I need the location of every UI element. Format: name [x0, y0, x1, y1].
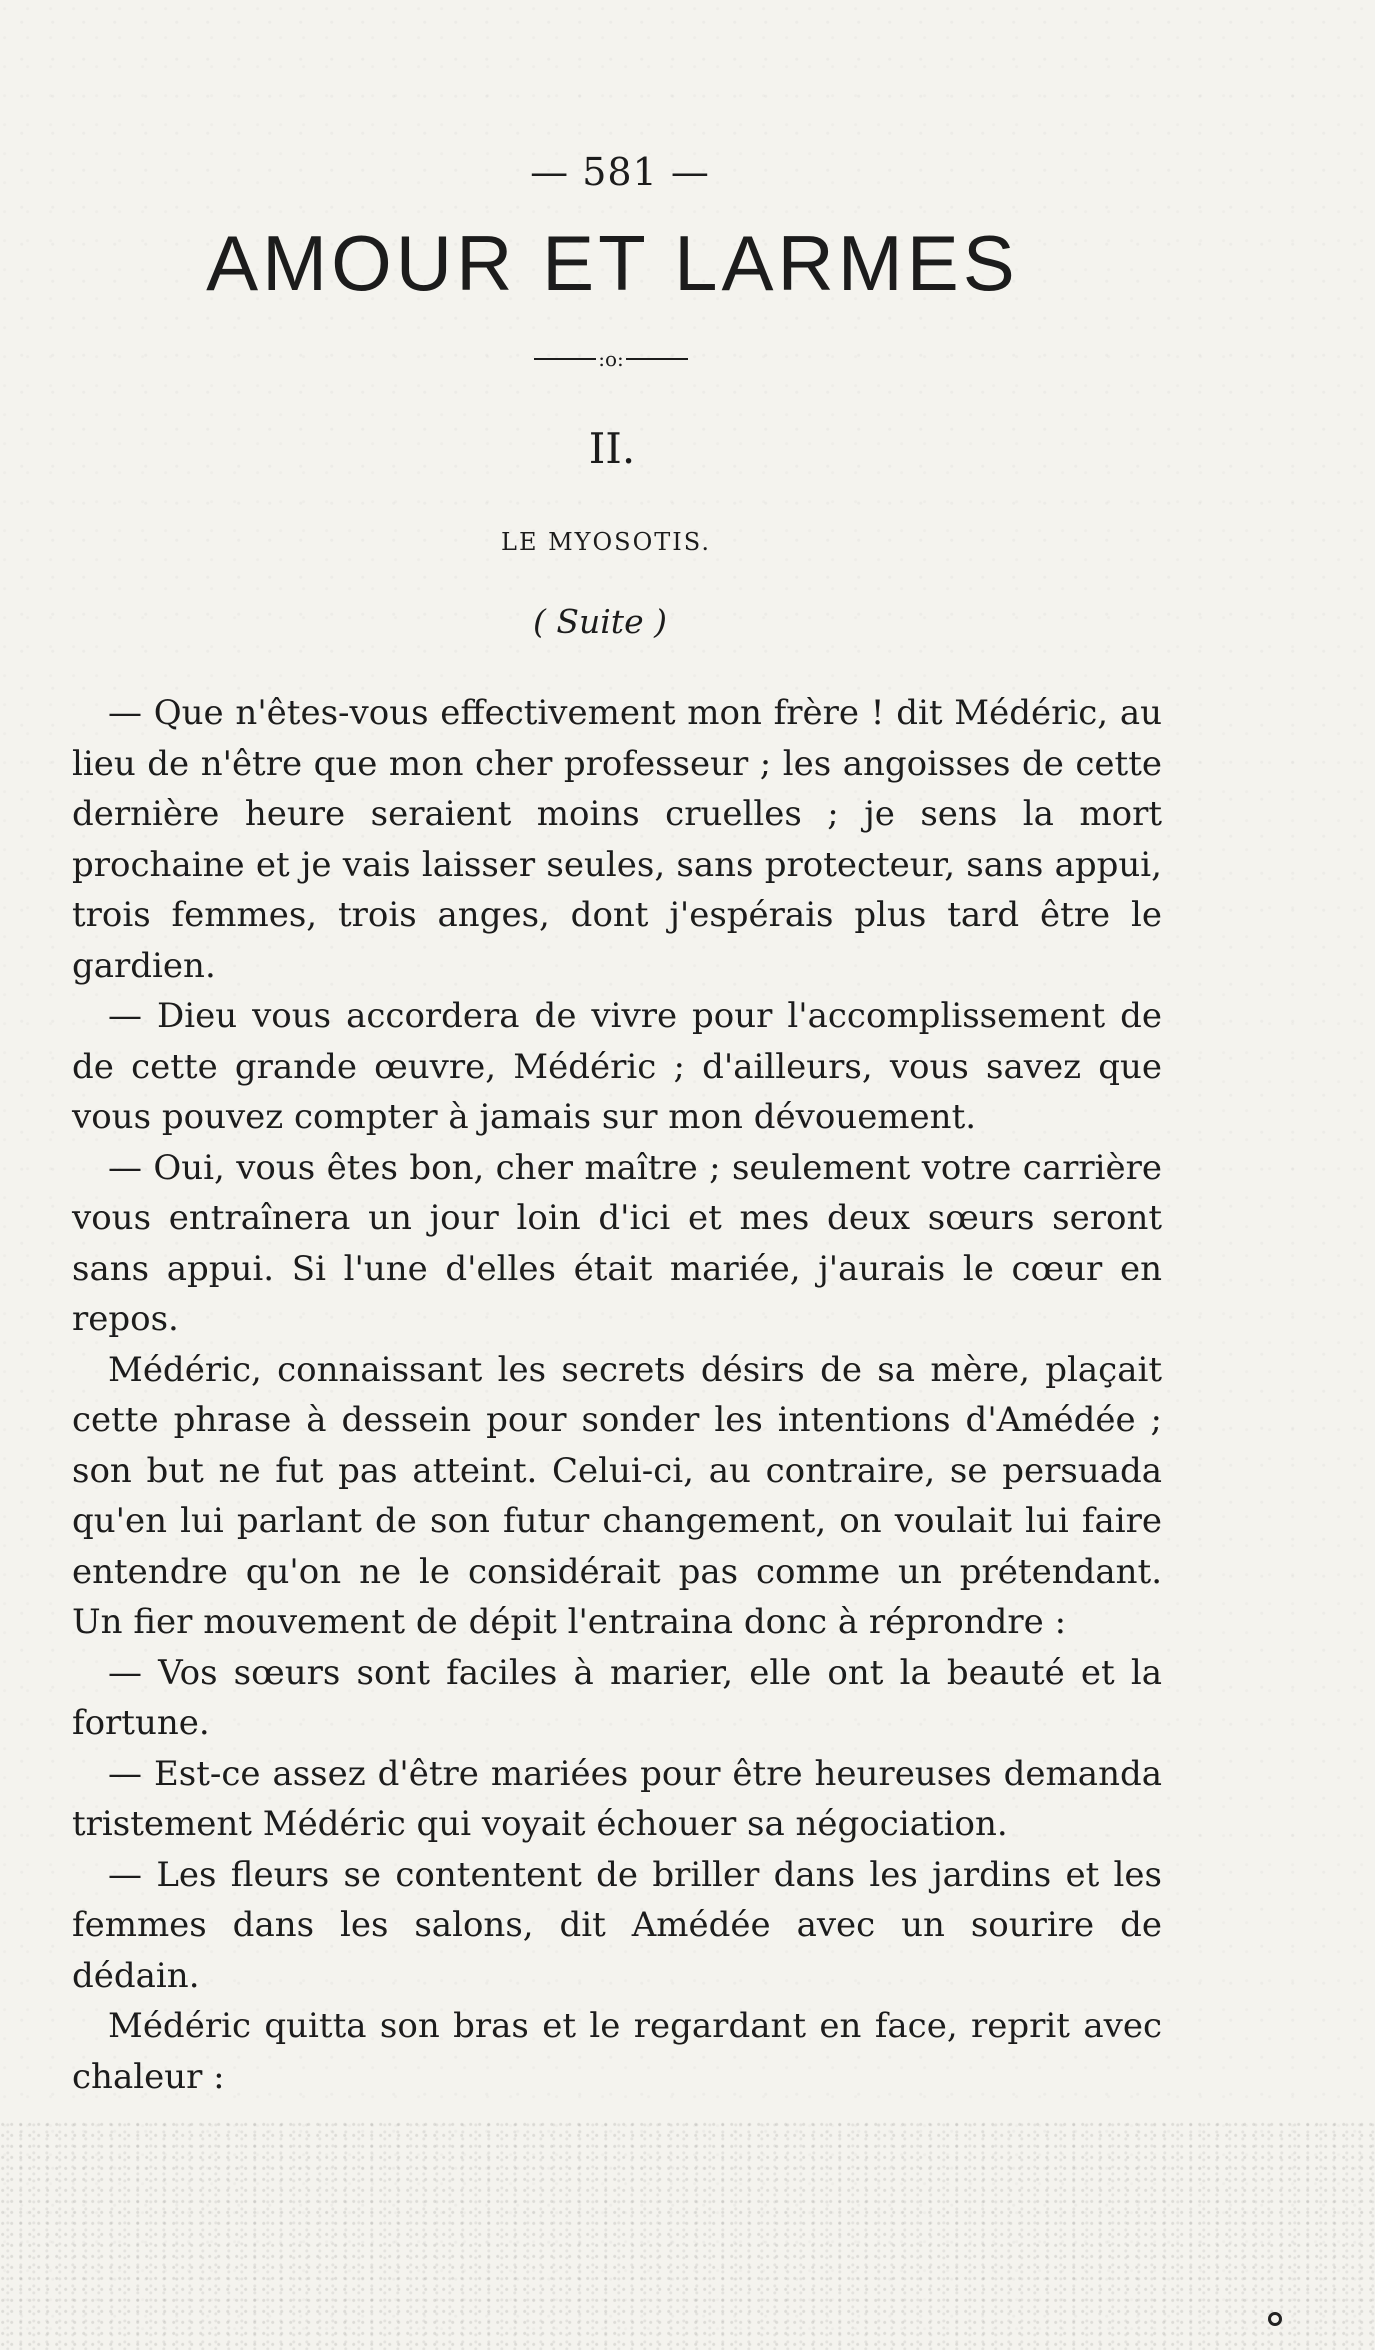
page-number: — 581 —	[530, 150, 710, 194]
paragraph: — Vos sœurs sont faciles à marier, elle ont la beauté et la fortune.	[72, 1652, 1162, 1743]
paragraph: Médéric quitta son bras et le regardant en face, reprit avec chaleur :	[72, 2006, 1162, 2097]
paragraph: Médéric, connaissant les secrets désirs de sa mère, plaçait cette phrase à dessein pour sonder les intentions d'Amédée ; son but ne fut pas atteint. Celui-ci, au contraire, se persuada qu'en lui parlant de son futur changement, on voulait lui faire entendre qu'on ne le considérait pas comme un prétendant. Un fier mouvement de dépit l'entraina donc à réprondre :	[72, 1349, 1162, 1642]
paragraph: — Que n'êtes-vous effectivement mon frère ! dit Médéric, au lieu de n'être que mon cher professeur ; les angoisses de cette dernière heure seraient moins cruelles ; je sens la mort prochaine et je vais laisser seules, sans protecteur, sans appui, trois femmes, trois anges, dont j'espérais plus tard être le gardien.	[72, 693, 1162, 986]
paragraph: — Les fleurs se contentent de briller dans les jardins et les femmes dans les salons, dit Amédée avec un sourire de dédain.	[72, 1854, 1162, 1996]
title-ornament	[0, 345, 1222, 371]
paragraph: — Oui, vous êtes bon, cher maître ; seulement votre carrière vous entraînera un jour loin d'ici et mes deux sœurs seront sans appui. Si l'une d'elles était mariée, j'aurais le cœur en repos.	[72, 1147, 1162, 1339]
library-stamp-icon	[1268, 2312, 1282, 2326]
ornament-line-right	[626, 358, 688, 360]
scan-noise	[0, 2120, 1375, 2350]
body-text	[72, 688, 1162, 2102]
continuation-note: ( Suite )	[533, 602, 667, 641]
chapter-number: II.	[588, 424, 636, 473]
page-title: AMOUR ET LARMES	[206, 219, 1019, 307]
ornament-center: :o:	[598, 346, 624, 371]
paragraph: — Dieu vous accordera de vivre pour l'accomplissement de de cette grande œuvre, Médéric ; d'ailleurs, vous savez que vous pouvez compter à jamais sur mon dévouement.	[72, 996, 1162, 1137]
paragraph: — Est-ce assez d'être mariées pour être heureuses demanda tristement Médéric qui voyait échouer sa négociation.	[72, 1753, 1162, 1844]
ornament-line-left	[534, 358, 596, 360]
chapter-subtitle: LE MYOSOTIS.	[501, 528, 711, 556]
